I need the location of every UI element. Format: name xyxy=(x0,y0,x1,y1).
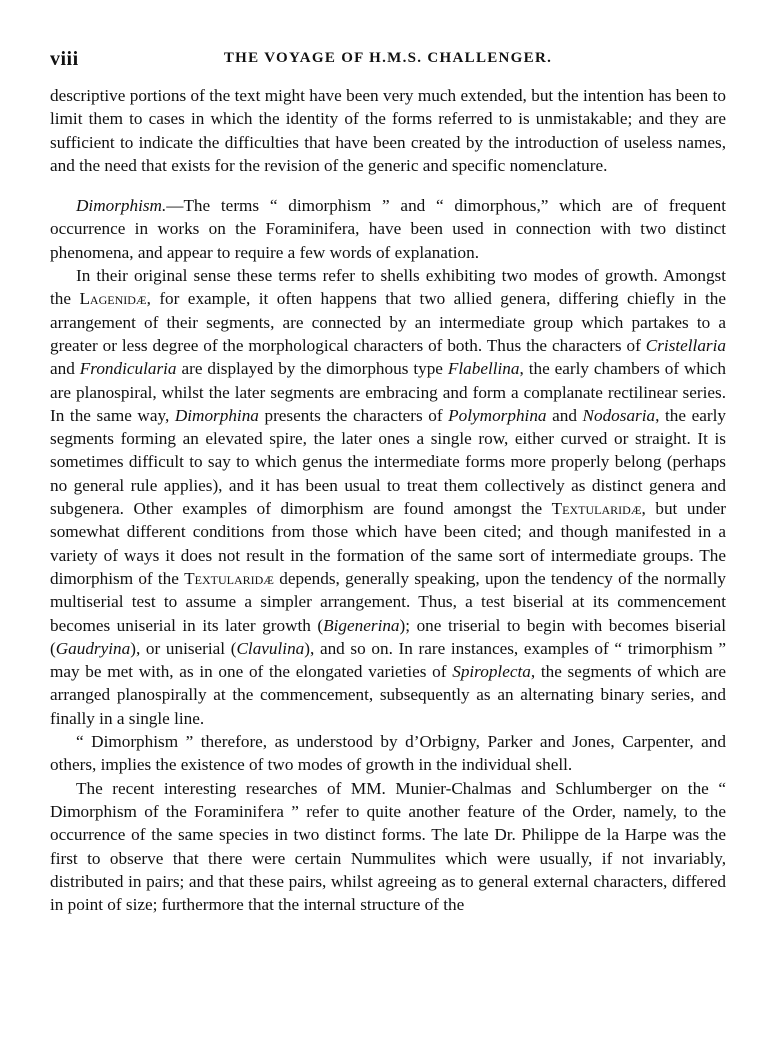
page-header xyxy=(50,48,726,72)
page-number: viii xyxy=(50,48,79,70)
family-name-textularidae: Textularidæ xyxy=(551,499,642,519)
paragraph-text: The terms “ dimorphism ” and “ dimorphous,” which are of frequent occurrence in works on the Foraminifera, have been used in connection with two distinct phenomena, and appear to require a few words of explanation. xyxy=(50,196,726,262)
genus-frondicularia: Frondicularia xyxy=(79,359,177,379)
genus-polymorphina: Polymorphina xyxy=(448,405,547,425)
text-run: ), and so on. In rare instances, examples of “ trimorphism ” may be met with, as in one of the elongated varieties of xyxy=(50,638,726,682)
genus-bigenerina: Bigenerina xyxy=(323,615,400,635)
family-name-lagenidae: Lagenidæ xyxy=(79,289,147,309)
genus-gaudryina: Gaudryina xyxy=(55,638,131,658)
genus-spiroplecta: Spiroplecta xyxy=(452,662,531,682)
text-run: , the segments of which are arranged planospirally at the commencement, subsequently as an alternating binary series, and finally in a single line. xyxy=(50,662,726,728)
section-heading-dimorphism: Dimorphism. xyxy=(76,196,167,216)
text-run: , but under somewhat different conditions from those which have been cited; and though manifested in a variety of ways it does not result in the formation of the same sort of intermediate groups. The dimorphism of the xyxy=(50,499,726,588)
text-run: , the early segments forming an elevated spire, the later ones a single row, either curved or straight. It is sometimes difficult to say to which genus the intermediate forms more properly belong (perhaps no general rule applies), and it has been usual to treat them collectively as distinct genera and subgenera. Other examples of dimorphism are found amongst the xyxy=(50,405,726,519)
paragraph-intro-continuation: descriptive portions of the text might have been very much extended, but the intention has been to limit them to cases in which the identity of the forms referred to is unmistakable; and they are sufficient to indicate the difficulties that have been created by the introduction of useless names, and the need that exists for the revision of the generic and specific nomenclature. xyxy=(50,86,726,175)
paragraph-dimorphism xyxy=(50,194,726,264)
genus-cristellaria: Cristellaria xyxy=(645,335,726,355)
text-run: ); one triserial to begin with becomes biserial ( xyxy=(50,615,726,658)
text-run: depends, generally speaking, upon the tendency of the normally multiserial test to assume a simpler arrangement. Thus, a test biserial at its commencement becomes uniserial in its later growth ( xyxy=(50,568,726,635)
heading-dash: — xyxy=(166,196,184,216)
genus-nodosaria: Nodosaria xyxy=(582,405,656,425)
text-run: In their original sense these terms refer to shells exhibiting two modes of growth. Amongst the xyxy=(50,266,726,309)
text-run: presents the characters of xyxy=(258,405,449,425)
paragraph-original-sense xyxy=(50,264,726,730)
genus-clavulina: Clavulina xyxy=(236,638,305,658)
text-run: , for example, it often happens that two allied genera, differing chiefly in the arrangement of their segments, are connected by an intermediate group which partakes to a greater or less degree of the morphological characters of both. Thus the characters of xyxy=(50,289,726,355)
paragraph-recent-researches: The recent interesting researches of MM. Munier-Chalmas and Schlumberger on the “ Dimorphism of the Foraminifera ” refer to quite another feature of the Order, namely, to the occurrence of the same species in two distinct forms. The late Dr. Philippe de la Harpe was the first to observe that there were certain Nummulites which were usually, if not invariably, distributed in pairs; and that these pairs, whilst agreeing as to general external characters, differed in point of size; furthermore that the internal structure of the xyxy=(50,778,726,915)
text-run: , the early chambers of which are planospiral, whilst the later segments are embracing and form a complanate rectilinear series. In the same way, xyxy=(50,359,726,425)
text-run: are displayed by the dimorphous type xyxy=(176,359,448,379)
text-run: and xyxy=(546,405,583,425)
body-text xyxy=(50,84,726,916)
text-run: and xyxy=(50,359,80,379)
family-name-textularidae: Textularidæ xyxy=(184,568,274,588)
genus-dimorphina: Dimorphina xyxy=(174,405,259,425)
running-title: THE VOYAGE OF H.M.S. CHALLENGER. xyxy=(223,50,553,66)
text-run: ), or uniserial ( xyxy=(130,638,237,658)
genus-flabellina: Flabellina xyxy=(447,359,520,379)
paragraph-dimorphism-summary: “ Dimorphism ” therefore, as understood by d’Orbigny, Parker and Jones, Carpenter, and others, implies the existence of two modes of growth in the individual shell. xyxy=(50,732,726,775)
